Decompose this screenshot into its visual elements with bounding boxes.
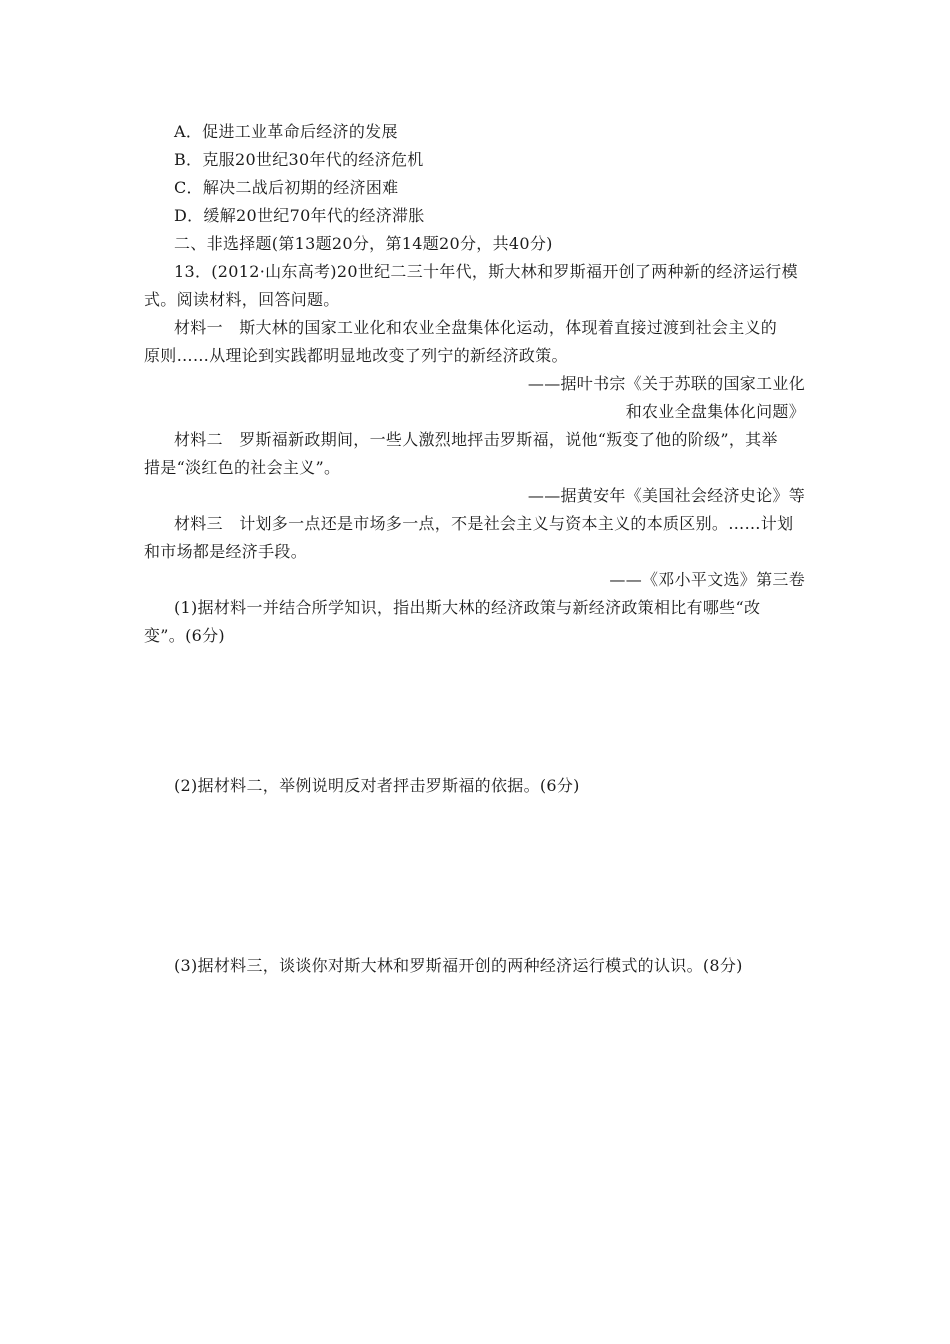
option-d: D．缓解20世纪70年代的经济滞胀 xyxy=(174,206,425,225)
material-2-text: 材料二 罗斯福新政期间，一些人激烈地抨击罗斯福，说他“叛变了他的阶级”，其举 xyxy=(174,430,778,449)
material-3-source: ——《邓小平文选》第三卷 xyxy=(609,570,805,589)
question-13-stem-cont: 式。阅读材料，回答问题。 xyxy=(144,290,340,309)
material-3-text: 材料三 计划多一点还是市场多一点，不是社会主义与资本主义的本质区别。……计划 xyxy=(174,514,794,533)
material-3-text-cont: 和市场都是经济手段。 xyxy=(144,542,308,561)
option-b: B．克服20世纪30年代的经济危机 xyxy=(174,150,424,169)
material-2-text-cont: 措是“淡红色的社会主义”。 xyxy=(144,458,341,477)
sub-question-1-cont: 变”。(6分) xyxy=(144,626,225,645)
material-1-text: 材料一 斯大林的国家工业化和农业全盘集体化运动，体现着直接过渡到社会主义的 xyxy=(174,318,778,337)
material-2-source: ——据黄安年《美国社会经济史论》等 xyxy=(527,486,805,505)
sub-question-2: (2)据材料二，举例说明反对者抨击罗斯福的依据。(6分) xyxy=(174,776,580,795)
option-c: C．解决二战后初期的经济困难 xyxy=(174,178,399,197)
section-heading: 二、非选择题(第13题20分，第14题20分，共40分) xyxy=(174,234,553,253)
sub-question-1: (1)据材料一并结合所学知识，指出斯大林的经济政策与新经济政策相比有哪些“改 xyxy=(174,598,761,617)
material-1-text-cont: 原则……从理论到实践都明显地改变了列宁的新经济政策。 xyxy=(144,346,568,365)
material-1-source-cont: 和农业全盘集体化问题》 xyxy=(625,402,805,421)
sub-question-3: (3)据材料三，谈谈你对斯大林和罗斯福开创的两种经济运行模式的认识。(8分) xyxy=(174,956,743,975)
material-1-source: ——据叶书宗《关于苏联的国家工业化 xyxy=(527,374,805,393)
option-a: A．促进工业革命后经济的发展 xyxy=(174,122,398,141)
question-13-stem: 13．(2012·山东高考)20世纪二三十年代，斯大林和罗斯福开创了两种新的经济运行模 xyxy=(174,262,798,281)
